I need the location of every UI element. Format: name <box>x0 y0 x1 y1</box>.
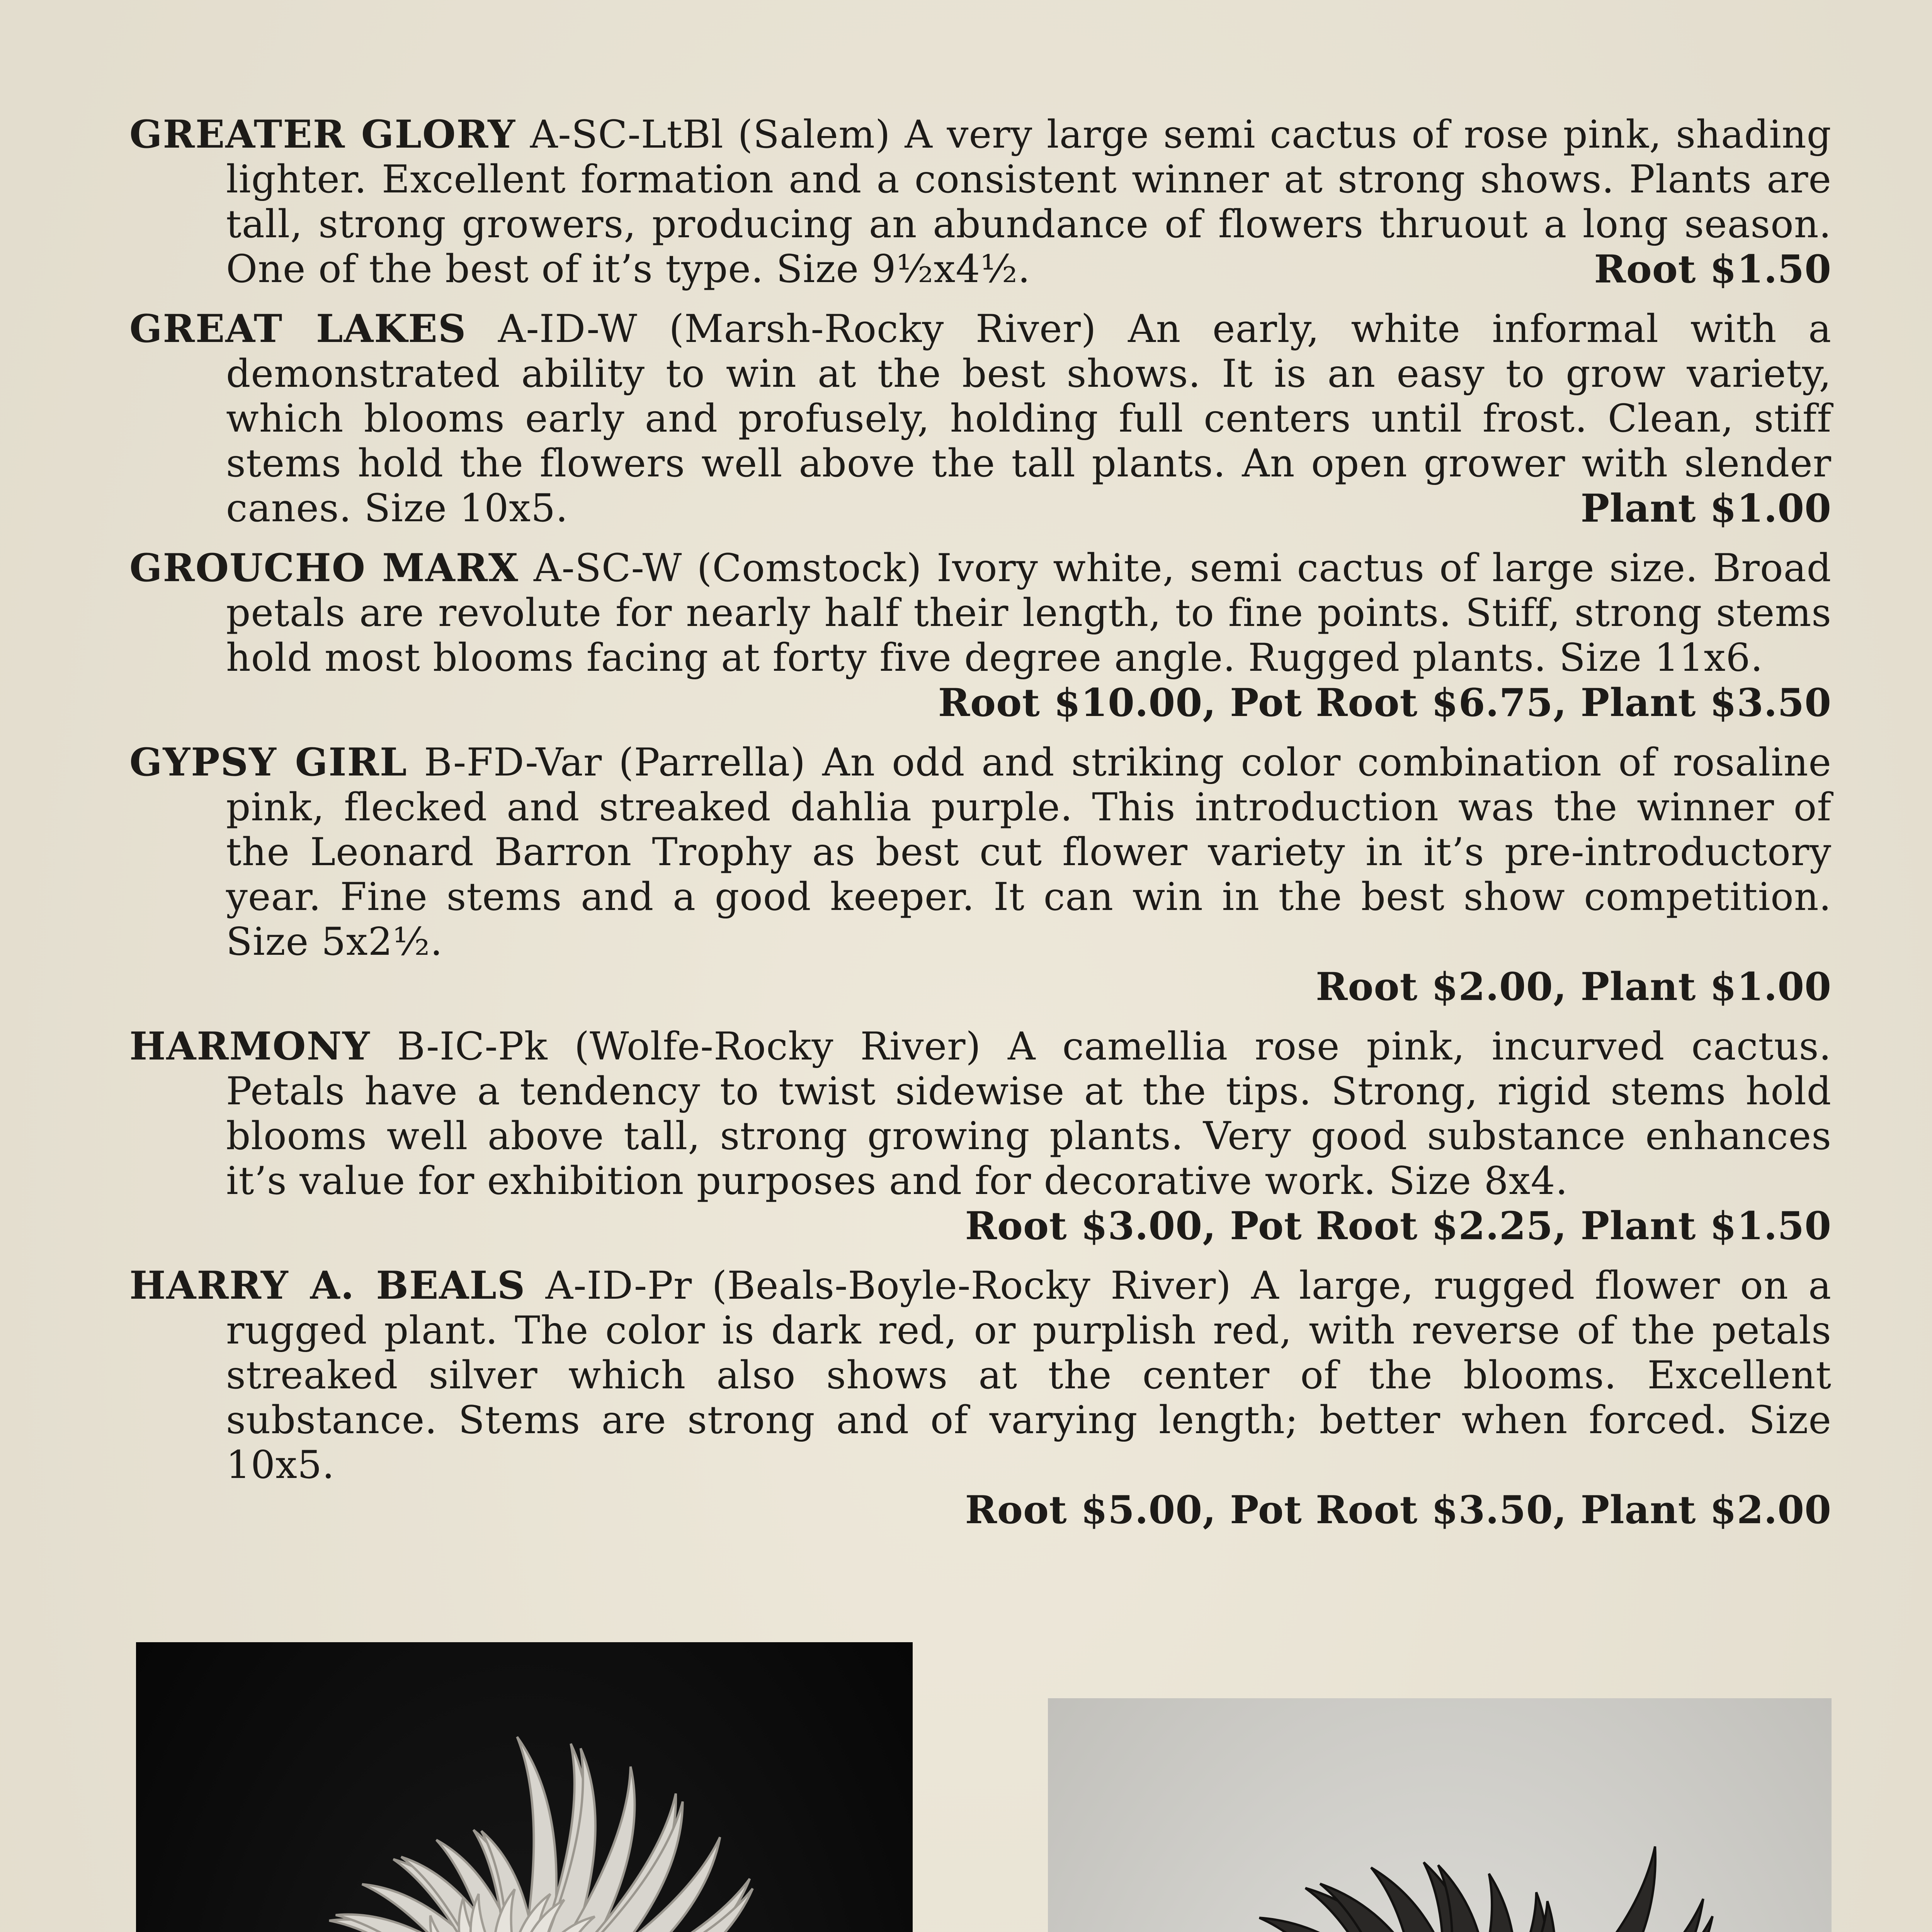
entry-code: B-IC-Pk <box>397 1024 548 1069</box>
entry-great-lakes <box>129 306 1832 531</box>
entry-gypsy-girl <box>129 740 1832 1009</box>
entry-description: (Salem) A very large semi cactus of rose pink, shading lighter. Excellent formation and a consistent winner at strong shows. Plants are tall, strong growers, producing an abundance of flowers thruout a long season. One of the best of it’s type. Size 9½x4½. <box>226 112 1832 291</box>
entry-description: (Marsh-Rocky River) An early, white informal with a demonstrated ability to win at the best shows. It is an easy to grow variety, which blooms early and profusely, holding full centers until frost. Clean, stiff stems hold the flowers well above the tall plants. An open grower with slender canes. Size 10x5. <box>226 307 1832 531</box>
entry-price: Root $3.00, Pot Root $2.25, Plant $1.50 <box>965 1204 1832 1248</box>
entry-name: GREAT LAKES <box>129 306 467 351</box>
entry-name: HARRY A. BEALS <box>129 1263 526 1308</box>
entry-groucho-marx <box>129 546 1832 725</box>
entry-code: A-ID-W <box>498 307 638 351</box>
entry-harry-a-beals <box>129 1263 1832 1532</box>
harry-a-beals-dahlia-image <box>1048 1698 1832 1932</box>
entry-name: GYPSY GIRL <box>129 740 408 785</box>
entry-code: B-FD-Var <box>424 740 602 785</box>
entry-description: (Parrella) An odd and striking color combination of rosaline pink, flecked and streaked dahlia purple. This introduction was the winner of the Leonard Barron Trophy as best cut flower variety in it’s pre-introductory year. Fine stems and a good keeper. It can win in the best show competition. Size 5x2½. <box>226 740 1832 964</box>
entry-greater-glory <box>129 112 1832 292</box>
entry-code: A-SC-W <box>534 546 682 590</box>
entry-description: (Wolfe-Rocky River) A camellia rose pink, incurved cactus. Petals have a tendency to twist sidewise at the tips. Strong, rigid stems hold blooms well above tall, strong growing plants. Very good substance enhances it’s value for exhibition purposes and for decorative work. Size 8x4. <box>226 1024 1832 1203</box>
entry-name: GROUCHO MARX <box>129 546 519 590</box>
entry-price: Root $2.00, Plant $1.00 <box>1316 964 1832 1009</box>
entry-price: Root $1.50 <box>1594 247 1832 292</box>
photo-harry-a-beals <box>1048 1698 1832 1932</box>
entry-description: (Comstock) Ivory white, semi cactus of large size. Broad petals are revolute for nearly half their length, to fine points. Stiff, strong stems hold most blooms facing at forty five degree angle. Rugged plants. Size 11x6. <box>226 546 1832 680</box>
entry-code: A-ID-Pr <box>545 1264 692 1308</box>
photo-harmony <box>136 1642 913 1932</box>
entry-price: Plant $1.00 <box>1580 486 1832 531</box>
entry-description: (Beals-Boyle-Rocky River) A large, rugged flower on a rugged plant. The color is dark red, or purplish red, with reverse of the petals streaked silver which also shows at the center of the blooms. Excellent substance. Stems are strong and of varying length; better when forced. Size 10x5. <box>226 1264 1832 1487</box>
entry-harmony <box>129 1024 1832 1248</box>
entry-price: Root $10.00, Pot Root $6.75, Plant $3.50 <box>938 680 1832 725</box>
harmony-dahlia-image <box>136 1642 913 1932</box>
entry-price: Root $5.00, Pot Root $3.50, Plant $2.00 <box>965 1488 1832 1532</box>
dahlia-entries <box>129 112 1832 1547</box>
entry-code: A-SC-LtBl <box>530 112 724 157</box>
entry-name: HARMONY <box>129 1024 371 1069</box>
entry-name: GREATER GLORY <box>129 112 516 157</box>
